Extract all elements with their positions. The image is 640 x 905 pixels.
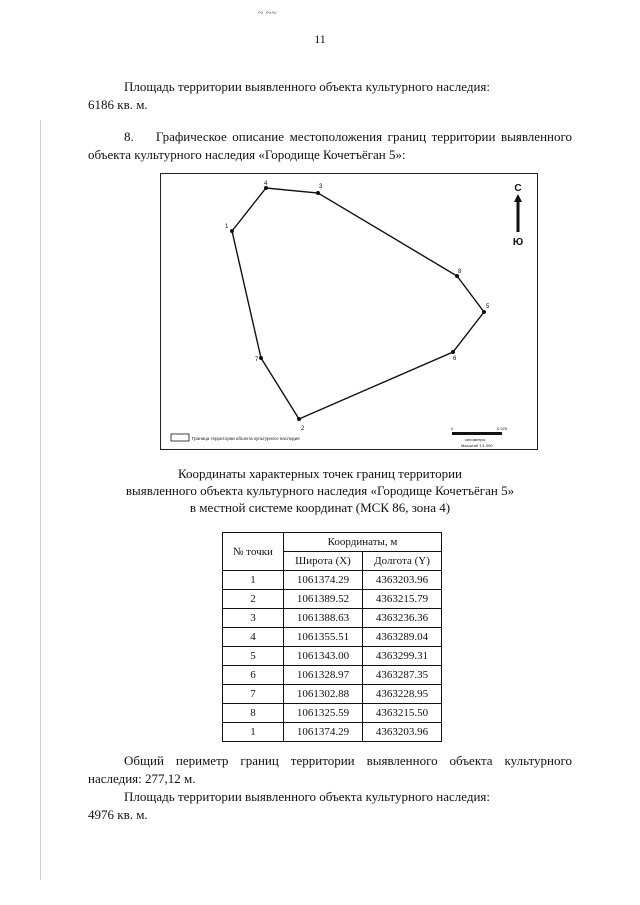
boundary-map-svg xyxy=(161,174,538,450)
boundary-points xyxy=(225,181,490,432)
scale-ratio-label: Масштаб 1:1 000 xyxy=(461,443,493,448)
point-label-1: 1 xyxy=(225,224,229,230)
latitude-x-cell: 1061389.52 xyxy=(284,590,363,609)
point-label-2: 2 xyxy=(301,426,305,432)
point-label-7: 7 xyxy=(255,357,259,363)
longitude-y-cell: 4363215.79 xyxy=(363,590,442,609)
table-row xyxy=(223,666,442,685)
latitude-x-cell: 1061388.63 xyxy=(284,609,363,628)
table-caption-line2: выявленного объекта культурного наследия «Городище Кочетъёган 5» xyxy=(125,483,515,498)
scan-mark: ~ ~~ xyxy=(258,8,277,19)
point-number-cell: 8 xyxy=(223,704,284,723)
area-2-line2: 4976 кв. м. xyxy=(88,807,148,822)
table-caption-line1: Координаты характерных точек границ территории xyxy=(178,466,462,481)
compass-south-label: Ю xyxy=(512,237,524,248)
latitude-x-cell: 1061355.51 xyxy=(284,628,363,647)
area-paragraph-2 xyxy=(88,788,572,824)
scale-unit-label: километры xyxy=(465,437,486,442)
point-number-cell: 4 xyxy=(223,628,284,647)
point-number-cell: 6 xyxy=(223,666,284,685)
scale-bar xyxy=(451,426,508,448)
compass-north-label: С xyxy=(514,183,522,194)
longitude-y-cell: 4363299.31 xyxy=(363,647,442,666)
point-marker-6 xyxy=(451,350,455,354)
coordinates-table-body xyxy=(223,571,442,742)
point-number-cell: 2 xyxy=(223,590,284,609)
section-number: 8. xyxy=(124,129,134,144)
header-coordinates: Координаты, м xyxy=(284,533,442,552)
table-row xyxy=(223,628,442,647)
latitude-x-cell: 1061374.29 xyxy=(284,723,363,742)
table-row xyxy=(223,704,442,723)
longitude-y-cell: 4363203.96 xyxy=(363,723,442,742)
longitude-y-cell: 4363236.36 xyxy=(363,609,442,628)
scale-segment xyxy=(452,432,502,435)
header-point-number: № точки xyxy=(223,533,284,571)
boundary-polygon xyxy=(232,188,484,419)
table-row xyxy=(223,590,442,609)
point-number-cell: 1 xyxy=(223,571,284,590)
compass-arrow-icon xyxy=(514,194,522,202)
area-1-line1: Площадь территории выявленного объекта культурного наследия: xyxy=(124,79,491,94)
table-row xyxy=(223,685,442,704)
point-label-6: 6 xyxy=(453,356,457,362)
compass xyxy=(513,183,523,248)
latitude-x-cell: 1061325.59 xyxy=(284,704,363,723)
point-label-4: 4 xyxy=(264,181,268,187)
map-legend xyxy=(171,434,300,441)
scale-end-label: 0.025 xyxy=(497,426,508,431)
table-row xyxy=(223,571,442,590)
legend-text: Граница территории объекта культурного наследия xyxy=(192,436,300,441)
point-number-cell: 7 xyxy=(223,685,284,704)
area-1-line2: 6186 кв. м. xyxy=(88,97,148,112)
point-number-cell: 3 xyxy=(223,609,284,628)
header-longitude-y: Долгота (Y) xyxy=(363,552,442,571)
perimeter-paragraph xyxy=(88,752,572,788)
point-marker-7 xyxy=(259,356,263,360)
page-number: 11 xyxy=(314,32,326,46)
perimeter-text: Общий периметр границ территории выявленного объекта культурного наследия: 277,12 м. xyxy=(88,753,572,786)
section-text: Графическое описание местоположения границ территории выявленного объекта культурного наследия «Городище Кочетъёган 5»: xyxy=(88,129,572,162)
point-marker-2 xyxy=(297,417,301,421)
longitude-y-cell: 4363289.04 xyxy=(363,628,442,647)
longitude-y-cell: 4363287.35 xyxy=(363,666,442,685)
longitude-y-cell: 4363203.96 xyxy=(363,571,442,590)
coordinates-table xyxy=(222,532,442,742)
header-latitude-x: Широта (X) xyxy=(284,552,363,571)
point-number-cell: 5 xyxy=(223,647,284,666)
area-paragraph-1 xyxy=(88,78,572,114)
longitude-y-cell: 4363215.50 xyxy=(363,704,442,723)
boundary-map xyxy=(160,173,538,450)
scale-start-label: 0 xyxy=(451,426,454,431)
table-row xyxy=(223,723,442,742)
latitude-x-cell: 1061328.97 xyxy=(284,666,363,685)
point-label-5: 5 xyxy=(486,304,490,310)
point-number-cell: 1 xyxy=(223,723,284,742)
legend-swatch xyxy=(171,434,189,441)
table-caption-line3: в местной системе координат (МСК 86, зона 4) xyxy=(189,500,451,515)
point-label-8: 8 xyxy=(458,269,462,275)
section-8-paragraph xyxy=(88,128,572,164)
table-row xyxy=(223,647,442,666)
latitude-x-cell: 1061302.88 xyxy=(284,685,363,704)
point-marker-5 xyxy=(482,310,486,314)
latitude-x-cell: 1061374.29 xyxy=(284,571,363,590)
point-marker-3 xyxy=(316,191,320,195)
point-marker-1 xyxy=(230,229,234,233)
table-row xyxy=(223,609,442,628)
area-2-line1: Площадь территории выявленного объекта культурного наследия: xyxy=(124,789,491,804)
latitude-x-cell: 1061343.00 xyxy=(284,647,363,666)
longitude-y-cell: 4363228.95 xyxy=(363,685,442,704)
point-label-3: 3 xyxy=(319,184,323,190)
